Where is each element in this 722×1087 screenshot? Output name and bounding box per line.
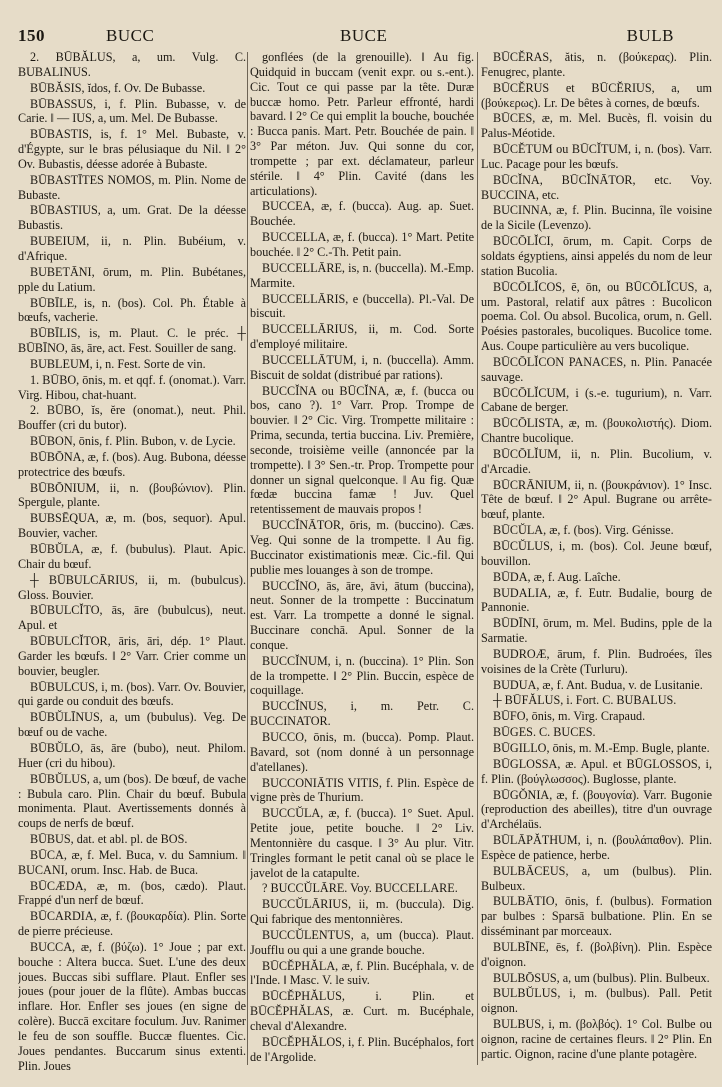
dictionary-entry: ┼ BŪBULCĀRIUS, ii, m. (bubulcus). Gloss. Bouvier.: [18, 572, 246, 602]
dictionary-entry: BŪCŌLISTA, æ, m. (βουκολιστής). Diom. Chantre bucolique.: [481, 416, 712, 446]
dictionary-entry: BŪBULCĬTO, ās, āre (bubulcus), neut. Apul. et: [18, 603, 246, 633]
dictionary-entry: BUDALIA, æ, f. Eutr. Budalie, bourg de Pannonie.: [481, 585, 712, 615]
dictionary-entry: BŪCĔPHĂLA, æ, f. Plin. Bucéphala, v. de l'Inde. ‖ Masc. V. le suiv.: [250, 958, 474, 988]
dictionary-entry: BUCCĬNUM, i, n. (buccina). 1° Plin. Son de la trompette. ‖ 2° Plin. Buccin, espèce de coquillage.: [250, 653, 474, 698]
dictionary-entry: BŪBĪLIS, is, m. Plaut. C. le préc. ┼ BŪBĪNO, ās, āre, act. Fest. Souiller de sang.: [18, 326, 246, 356]
dictionary-entry: BULBĀTIO, ōnis, f. (bulbus). Formation par bulbes : Sparsā bulbatione. Plin. En se disséminant par morceaux.: [481, 894, 712, 939]
dictionary-entry: BŪCĔRAS, ătis, n. (βούκερας). Plin. Fenugrec, plante.: [481, 50, 712, 79]
dictionary-entry: BUCCELLĀTUM, i, n. (buccella). Amm. Biscuit de soldat (distribué par rations).: [250, 352, 474, 382]
column-right: [481, 50, 712, 1080]
dictionary-entry: BŪBASTIS, is, f. 1° Mel. Bubaste, v. d'Égypte, sur le bras pélusiaque du Nil. ‖ 2° Ov. Bubastis, déesse adorée à Bubaste.: [18, 127, 246, 171]
dictionary-entry: BŪCĔPHĂLUS, i. Plin. et BŪCĔPHĂLAS, æ. Curt. m. Bucéphale, cheval d'Alexandre.: [250, 989, 474, 1033]
dictionary-entry: ┼ BŪFĂLUS, i. Fort. C. BUBALUS.: [493, 693, 677, 708]
dictionary-entry: BULBŬLUS, i, m. (bulbus). Pall. Petit oignon.: [481, 986, 712, 1016]
dictionary-entry: BŪBŬLA, æ, f. (bubulus). Plaut. Apic. Chair du bœuf.: [18, 542, 246, 571]
dictionary-entry: BUCCA, æ, f. (βύζω). 1° Joue ; par ext. bouche : Altera bucca. Suet. L'une des deux joues. Buccas sibi sufflare. Plaut. Enfler ses joues (pour jouer de la flûte). Ambas buccas inflare. Hor. Enfler ses joues (en signe de colère). Buccā excitare foculum. Juv. Ranimer le feu de son souffle. Buccæ fluentes. Cic. Joues pendantes. Buccarum sinus extenti. Plin. Joues: [18, 939, 246, 1073]
dictionary-entry: BŪBŬLUS, a, um (bos). De bœuf, de vache : Bubula caro. Plin. Chair du bœuf. Bubula monimenta. Plaut. Avertissements donnés à coups de nerfs de bœuf.: [18, 771, 246, 831]
left-guide-word: BUCC: [106, 26, 155, 45]
dictionary-entry: BŪCA, æ, f. Mel. Buca, v. du Samnium. ‖ BUCANI, orum. Insc. Hab. de Buca.: [18, 847, 246, 877]
dictionary-entry: 1. BŪBO, ōnis, m. et qqf. f. (onomat.). Varr. Virg. Hibou, chat-huant.: [18, 372, 246, 402]
column-divider-right: [477, 52, 478, 1065]
dictionary-entry: BŪGŎNIA, æ, f. (βουγονία). Varr. Bugonie (reproduction des abeilles), titre d'un ouvrage d'Archélaüs.: [481, 787, 712, 832]
column-middle: [250, 50, 474, 1080]
dictionary-entry: BŪCĬNA, BŪCĬNĀTOR, etc. Voy. BUCCINA, etc.: [481, 172, 712, 202]
dictionary-entry: BŪFO, ōnis, m. Virg. Crapaud.: [493, 709, 646, 724]
dictionary-entry: BŪBASTIUS, a, um. Grat. De la déesse Bubastis.: [18, 203, 246, 233]
column-divider-left: [247, 52, 248, 1065]
dictionary-entry: BUBLEUM, i, n. Fest. Sorte de vin.: [30, 356, 206, 371]
dictionary-entry: BŪCARDIA, æ, f. (βουκαρδία). Plin. Sorte de pierre précieuse.: [18, 909, 246, 939]
dictionary-entry: 2. BŪBĂLUS, a, um. Vulg. C. BUBALINUS.: [18, 50, 246, 79]
dictionary-entry: BŪLĀPĂTHUM, i, n. (βουλάπαθον). Plin. Espèce de patience, herbe.: [481, 833, 712, 862]
dictionary-entry: BŪBŌNIUM, ii, n. (βουβώνιον). Plin. Spergule, plante.: [18, 480, 246, 510]
dictionary-entry: BUCCĬNUS, i, m. Petr. C. BUCCINATOR.: [250, 699, 474, 729]
column-left: [18, 50, 246, 1080]
dictionary-entry: BŪBASTĪTES NOMOS, m. Plin. Nome de Bubaste.: [18, 172, 246, 202]
dictionary-entry: BULBĪNE, ēs, f. (βολβίνη). Plin. Espèce d'oignon.: [481, 939, 712, 969]
dictionary-entry: BUBETĀNI, ōrum, m. Plin. Bubétanes, pple du Latium.: [18, 264, 246, 294]
dictionary-entry: BUCCO, ōnis, m. (bucca). Pomp. Plaut. Bavard, sot (nom donné à un personnage d'atellanes).: [250, 729, 474, 774]
dictionary-entry: BUBEIUM, ii, n. Plin. Bubéium, v. d'Afrique.: [18, 234, 246, 263]
dictionary-entry: BUCCĬNĀTOR, ōris, m. (buccino). Cæs. Veg. Qui sonne de la trompette. ‖ Au fig. Buccinator existimationis meæ. Cic.-fil. Qui publie mes louanges à son de trompe.: [250, 518, 474, 577]
dictionary-entry: BULBŌSUS, a, um (bulbus). Plin. Bulbeux.: [493, 970, 710, 985]
dictionary-entry: BŪCĔPHĂLOS, i, f. Plin. Bucéphalos, fort de l'Argolide.: [250, 1034, 474, 1064]
dictionary-entry: BŪGES. C. BUCES.: [493, 725, 596, 740]
dictionary-entry: BŪCĔTUM ou BŪCĬTUM, i, n. (bos). Varr. Luc. Pacage pour les bœufs.: [481, 142, 712, 171]
dictionary-entry: BUDUA, æ, f. Ant. Budua, v. de Lusitanie.: [493, 677, 703, 692]
dictionary-entry: BŪBULCĬTOR, āris, āri, dép. 1° Plaut. Garder les bœufs. ‖ 2° Varr. Crier comme un bouvier, beugler.: [18, 634, 246, 678]
dictionary-entry: BULBUS, i, m. (βολβός). 1° Col. Bulbe ou oignon, racine de certaines fleurs. ‖ 2° Plin. En partic. Oignon, racine d'une plante potagère.: [481, 1017, 712, 1061]
dictionary-entry: BŪBŬLĪNUS, a, um (bubulus). Veg. De bœuf ou de vache.: [18, 710, 246, 740]
dictionary-entry: BULBĀCEUS, a, um (bulbus). Plin. Bulbeux.: [481, 863, 712, 893]
dictionary-entry: BUCCELLĀRE, is, n. (buccella). M.-Emp. Marmite.: [250, 260, 474, 290]
dictionary-entry: ? BUCCŬLĀRE. Voy. BUCCELLARE.: [262, 881, 458, 896]
dictionary-entry: BŪCŌLĬCON PANACES, n. Plin. Panacée sauvage.: [481, 354, 712, 384]
page-number: 150: [18, 26, 45, 45]
dictionary-entry: BUCCELLĀRIS, e (buccella). Pl.-Val. De biscuit.: [250, 291, 474, 321]
dictionary-entry: BŪBĂSIS, ĭdos, f. Ov. De Bubasse.: [30, 80, 206, 95]
dictionary-entry: BUCCELLĀRIUS, ii, m. Cod. Sorte d'employé militaire.: [250, 322, 474, 352]
dictionary-entry: BUCINNA, æ, f. Plin. Bucinna, île voisine de la Sicile (Levenzo).: [481, 203, 712, 233]
dictionary-entry: BŪBUS, dat. et abl. pl. de BOS.: [30, 832, 188, 847]
dictionary-entry: BŪCES, æ, m. Mel. Bucès, fl. voisin du Palus-Méotide.: [481, 111, 712, 141]
dictionary-entry: BŪCŬLA, æ, f. (bos). Virg. Génisse.: [493, 523, 674, 538]
dictionary-entry: BUCCONIĀTIS VITIS, f. Plin. Espèce de vigne près de Thurium.: [250, 775, 474, 805]
dictionary-entry: BŪGLOSSA, æ. Apul. et BŪGLOSSOS, i, f. Plin. (βούγλωσσος). Buglosse, plante.: [481, 756, 712, 786]
dictionary-entry: BŪBULCUS, i, m. (bos). Varr. Ov. Bouvier, qui garde ou conduit des bœufs.: [18, 679, 246, 709]
dictionary-entry: BUCCĬNO, ās, āre, āvi, ātum (buccina), neut. Sonner de la trompette : Buccinatum est. Varr. La trompette a donné le signal. Buccinare conchā. Apul. Sonner de la conque.: [250, 578, 474, 652]
dictionary-entry: BUCCELLA, æ, f. (bucca). 1° Mart. Petite bouchée. ‖ 2° C.-Th. Petit pain.: [250, 230, 474, 259]
center-guide-word: BUCE: [340, 26, 388, 45]
dictionary-entry: BŪBON, ōnis, f. Plin. Bubon, v. de Lycie.: [30, 434, 236, 449]
dictionary-entry: BŪGILLO, ōnis, m. M.-Emp. Bugle, plante.: [493, 740, 710, 755]
dictionary-entry: gonflées (de la grenouille). ‖ Au fig. Quidquid in buccam (venit expr. ou s.-ent.). Cic. Tout ce qui passe par la tête. Duræ buccæ homo. Petr. Parleur effronté, hardi bavard. ‖ 2° Ce qui emplit la bouche, bouchée : Bucca panis. Mart. Petr. Bouchée de pain. ‖ 3° Par méton. Juv. Qui sonne du cor, trompette ; par ext. déclamateur, parleur stérile. ‖ 4° Plin. Cavité (dans les articulations).: [250, 50, 474, 198]
right-guide-word: BULB: [626, 26, 674, 45]
dictionary-entry: BŪDA, æ, f. Aug. Laîche.: [493, 569, 621, 584]
dictionary-entry: BUDROÆ, ārum, f. Plin. Budroées, îles voisines de la Crète (Turluru).: [481, 646, 712, 676]
dictionary-entry: BŪBŌNA, æ, f. (bos). Aug. Bubona, déesse protectrice des bœufs.: [18, 449, 246, 479]
dictionary-entry: BŪCŌLĬCOS, ē, ōn, ou BŪCŌLĬCUS, a, um. Pastoral, relatif aux pâtres : Bucolicon poema. Col. Ou absol. Bucolica, orum, n. Gell. Poésies pastorales, bucoliques. Bucolice tome. Aus. Coupe particulière au vers bucolique.: [481, 279, 712, 354]
dictionary-entry: 2. BŪBO, ĭs, ĕre (onomat.), neut. Phil. Bouffer (cri du butor).: [18, 403, 246, 433]
dictionary-entry: BUCCĬNA ou BŪCĬNA, æ, f. (bucca ou bos, cano ?). 1° Varr. Prop. Trompe de bouvier. ‖ 2° Cic. Virg. Trompette militaire : Prima, secunda, tertia buccina. Liv. Première, seconde, troisième veille (annoncée par la trompette). ‖ 3° Sen.-tr. Prop. Trompette pour donner un signal quelconque. ‖ Au fig. Quæ fœdæ buccina famæ ! Juv. Quel retentissement de mauvais propos !: [250, 383, 474, 517]
dictionary-entry: BUBSĒQUA, æ, m. (bos, sequor). Apul. Bouvier, vacher.: [18, 511, 246, 541]
dictionary-entry: BŪCRĀNIUM, ii, n. (βουκράνιον). 1° Insc. Tête de bœuf. ‖ 2° Apul. Bugrane ou arrête-bœuf, plante.: [481, 477, 712, 522]
dictionary-entry: BŪDĪNI, ōrum, m. Mel. Budins, pple de la Sarmatie.: [481, 616, 712, 646]
dictionary-entry: BŪCŌLĬCUM, i (s.-e. tugurium), n. Varr. Cabane de berger.: [481, 385, 712, 415]
dictionary-entry: BŪCŌLĬUM, ii, n. Plin. Bucolium, v. d'Arcadie.: [481, 446, 712, 476]
dictionary-entry: BŪCĔRUS et BŪCĔRIUS, a, um (βούκερως). Lr. De bêtes à cornes, de bœufs.: [481, 80, 712, 110]
dictionary-entry: BŪBASSUS, i, f. Plin. Bubasse, v. de Carie. ‖ — IUS, a, um. Mel. De Bubasse.: [18, 96, 246, 126]
dictionary-entry: BUCCEA, æ, f. (bucca). Aug. ap. Suet. Bouchée.: [250, 199, 474, 229]
running-header: [18, 26, 710, 48]
dictionary-entry: BŪBĪLE, is, n. (bos). Col. Ph. Étable à bœufs, vacherie.: [18, 295, 246, 325]
dictionary-entry: BUCCŬLĀRIUS, ii, m. (buccula). Dig. Qui fabrique des mentonnières.: [250, 897, 474, 927]
dictionary-entry: BŪBŬLO, ās, āre (bubo), neut. Philom. Huer (cri du hibou).: [18, 740, 246, 770]
dictionary-entry: BŪCÆDA, æ, m. (bos, cædo). Plaut. Frappé d'un nerf de bœuf.: [18, 878, 246, 908]
dictionary-entry: BŪCŌLĬCI, ōrum, m. Capit. Corps de soldats égyptiens, ainsi appelés du nom de leur station Bucolia.: [481, 234, 712, 278]
dictionary-entry: BUCCŬLA, æ, f. (bucca). 1° Suet. Apul. Petite joue, petite bouche. ‖ 2° Liv. Mentonnière du casque. ‖ 3° Au plur. Vitr. Tringles formant le petit canal où se place le javelot de la catapulte.: [250, 806, 474, 880]
dictionary-entry: BŪCŬLUS, i, m. (bos). Col. Jeune bœuf, bouvillon.: [481, 539, 712, 568]
dictionary-entry: BUCCŬLENTUS, a, um (bucca). Plaut. Joufflu ou qui a une grande bouche.: [250, 927, 474, 957]
